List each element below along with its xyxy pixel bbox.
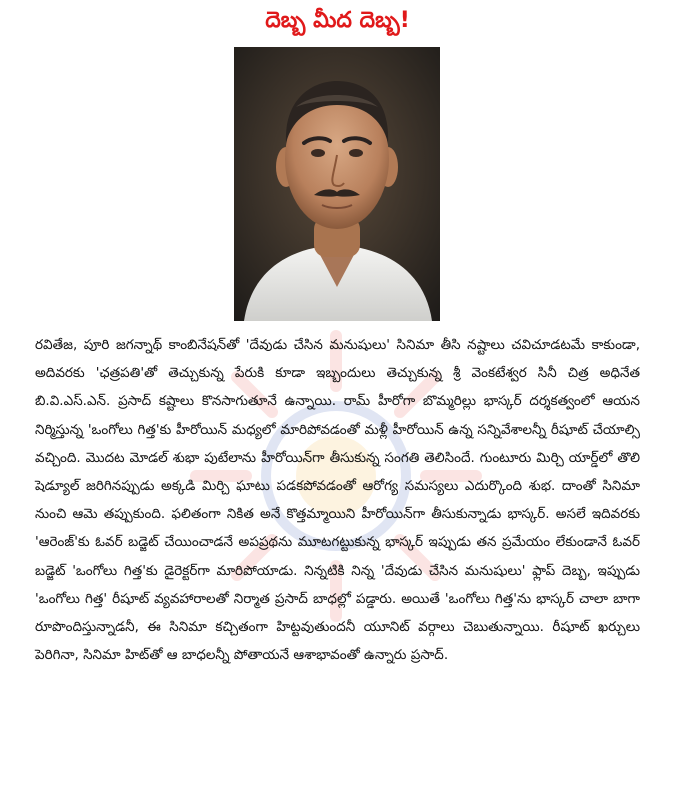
portrait-photo [234,47,440,321]
headline: దెబ్బ మీద దెబ్బ! [265,8,410,33]
portrait-illustration [234,47,440,321]
article-body: రవితేజ, పూరి జగన్నాథ్ కాంబినేషన్‌తో 'దేవుడు చేసిన మనుషులు' సినిమా తీసి నష్టాలు చవిచూడటమే కాకుండా, అదివరకు 'ఛత్రపతి'తో తెచ్చుకున్న పేరుకి కూడా ఇబ్బందులు తెచ్చుకున్న శ్రీ వెంకటేశ్వర సినీ చిత్ర అధినేత బి.వి.ఎస్.ఎన్. ప్రసాద్ కష్టాలు కొనసాగుతూనే ఉన్నాయి. రామ్ హీరోగా బొమ్మరిల్లు భాస్కర్ దర్శకత్వంలో ఆయన నిర్మిస్తున్న 'ఒంగోలు గిత్త'కు హీరోయిన్ మధ్యలో మారిపోవడంతో మళ్లీ హీరోయిన్ ఉన్న సన్నివేశాలన్నీ రీషూట్ చేయాల్సి వచ్చింది. మొదట మోడల్ శుభా పుటేలాను హీరోయిన్‌గా తీసుకున్న సంగతి తెలిసిందే. గుంటూరు మిర్చి యార్డ్‌లో తొలి షెడ్యూల్ జరిగినప్పుడు అక్కడి మిర్చి ఘాటు పడకపోవడంతో ఆరోగ్య సమస్యలు ఎదుర్కొంది శుభ. దాంతో సినిమా నుంచి ఆమె తప్పుకుంది. ఫలితంగా నికిత అనే కొత్తమ్మాయిని హీరోయిన్‌గా తీసుకున్నాడు భాస్కర్. అసలే ఇదివరకు 'ఆరెంజ్'కు ఓవర్ బడ్జెట్ చేయించాడనే అపప్రథను మూటగట్టుకున్న భాస్కర్ ఇప్పుడు తన ప్రమేయం లేకుండానే ఓవర్ బడ్జెట్ 'ఒంగోలు గిత్త'కు డైరెక్టర్‌గా మారిపోయాడు. నిన్నటికి నిన్న 'దేవుడు చేసిన మనుషులు' ఫ్లాప్ దెబ్బ, ఇప్పుడు 'ఒంగోలు గిత్త' రీషూట్ వ్యవహారాలతో నిర్మాత ప్రసాద్ బాధల్లో పడ్డారు. అయితే 'ఒంగోలు గిత్త'ను భాస్కర్ చాలా బాగా రూపొందిస్తున్నాడనీ, ఈ సినిమా కచ్చితంగా హిట్టవుతుందనీ యూనిట్ వర్గాలు చెబుతున్నాయి. రీషూట్ ఖర్చులు పెరిగినా, సినిమా హిట్‌తో ఆ బాధలన్నీ పోతాయనే ఆశాభావంతో ఉన్నారు ప్రసాద్. [35,337,640,664]
